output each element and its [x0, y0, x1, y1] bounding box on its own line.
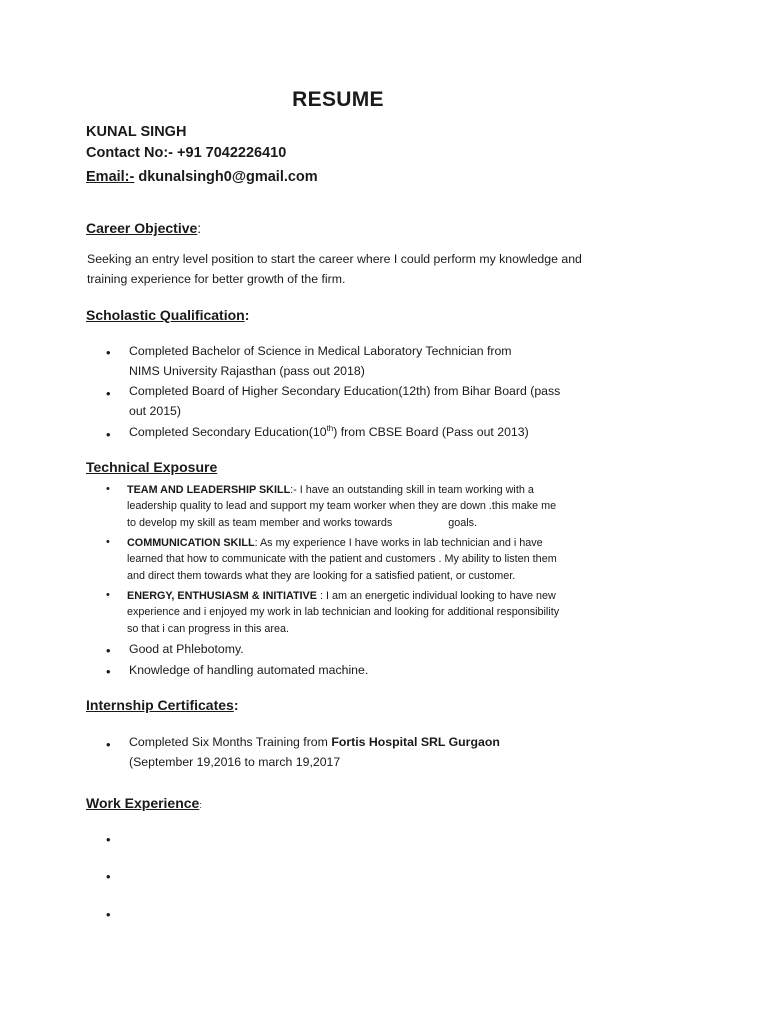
internship-item: Completed Six Months Training from Fortis Hospital SRL Gurgaon (September 19,2016 to march 19,2017 — [129, 735, 500, 769]
candidate-name: KUNAL SINGH — [86, 124, 187, 140]
bullet: • — [106, 386, 111, 401]
email-address: dkunalsingh0@gmail.com — [138, 169, 318, 185]
email-line — [86, 169, 318, 185]
technical-item: TEAM AND LEADERSHIP SKILL:- I have an outstanding skill in team working with a leadership quality to lead and support my team worker when they are down .this make me to develop my skill as team member and works towards goals. — [127, 484, 557, 529]
contact-phone: +91 7042226410 — [177, 145, 287, 161]
technical-item: COMMUNICATION SKILL: As my experience I have works in lab technician and i have learned that how to communicate with the patient and customers . My ability to listen them and direct them towards what they are looking for a satisfied patient, or customer. — [127, 537, 557, 582]
bullet: • — [106, 589, 110, 601]
work-experience-heading: Work Experience: — [86, 795, 202, 811]
bullet: • — [106, 832, 111, 847]
email-label: Email:- — [86, 169, 135, 185]
technical-heading: Technical Exposure — [86, 459, 218, 475]
bullet: • — [106, 664, 111, 679]
bullet: • — [106, 643, 111, 658]
scholastic-heading: Scholastic Qualification: — [86, 307, 250, 323]
contact-label: Contact No:- — [86, 145, 173, 161]
technical-item: Knowledge of handling automated machine. — [129, 663, 369, 677]
bullet: • — [106, 737, 111, 752]
resume-title: RESUME — [292, 88, 384, 111]
bullet: • — [106, 907, 111, 922]
bullet: • — [106, 427, 111, 442]
bullet: • — [106, 869, 111, 884]
technical-item: Good at Phlebotomy. — [129, 642, 244, 656]
bullet: • — [106, 483, 110, 495]
scholastic-item: Completed Secondary Education(10th) from CBSE Board (Pass out 2013) — [129, 423, 529, 439]
career-objective-text: Seeking an entry level position to start the career where I could perform my knowledge and training experience for better growth of the firm. — [87, 252, 582, 286]
career-objective-heading: Career Objective: — [86, 220, 202, 236]
contact-line — [86, 145, 286, 161]
scholastic-item: Completed Bachelor of Science in Medical Laboratory Technician from NIMS University Rajasthan (pass out 2018) — [129, 344, 512, 378]
bullet: • — [106, 345, 111, 360]
scholastic-item: Completed Board of Higher Secondary Education(12th) from Bihar Board (pass out 2015) — [129, 384, 561, 418]
internship-heading: Internship Certificates: — [86, 697, 239, 713]
bullet: • — [106, 536, 110, 548]
technical-item: ENERGY, ENTHUSIASM & INITIATIVE : I am an energetic individual looking to have new experience and i enjoyed my work in lab technician and looking for additional responsibility so that i can progress in this area. — [127, 590, 560, 635]
